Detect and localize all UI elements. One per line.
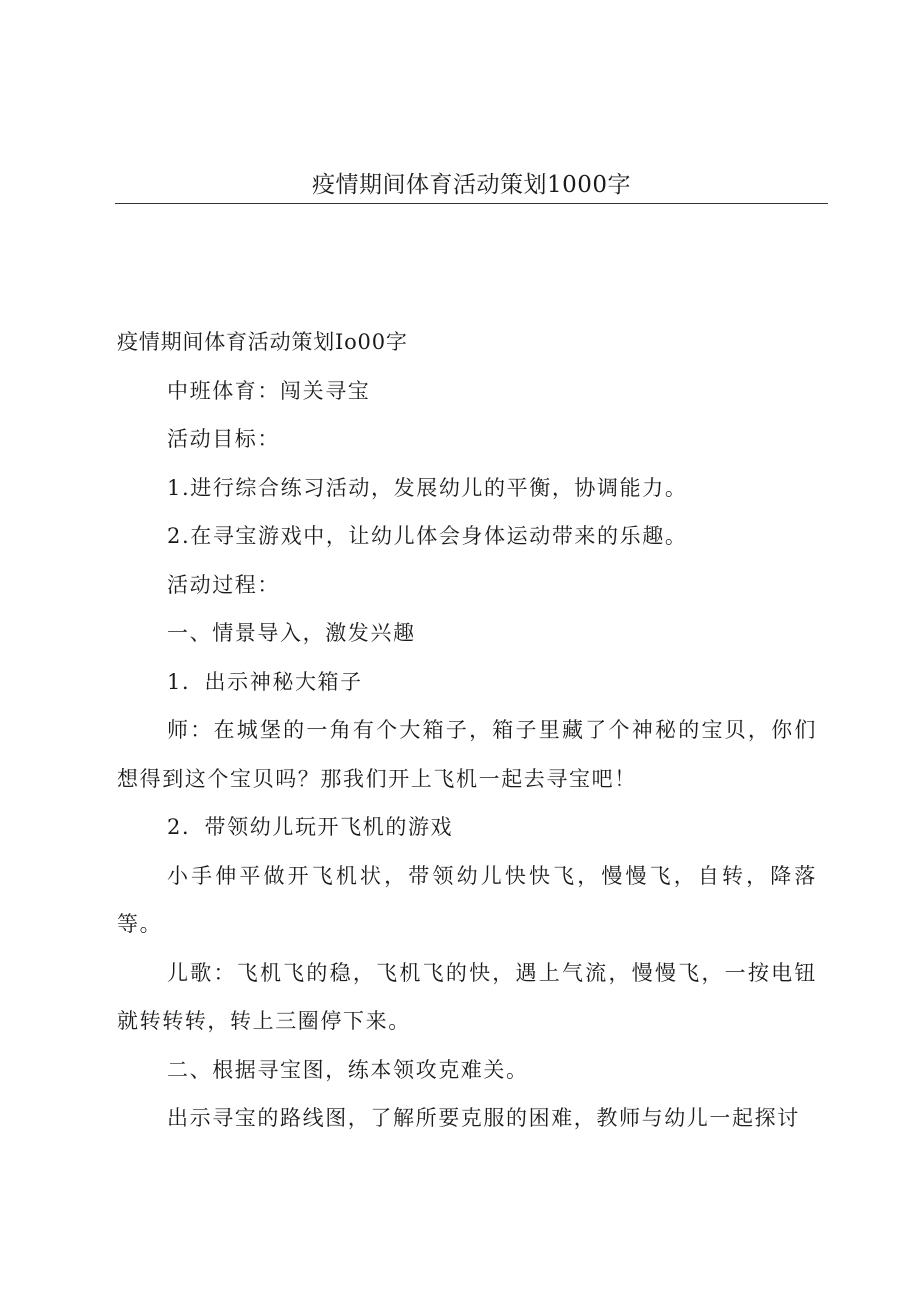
paragraph-goal-2: 2.在寻宝游戏中，让幼儿体会身体运动带来的乐趣。 <box>167 524 688 548</box>
paragraph-section-1: 一、情景导入，激发兴趣 <box>167 621 416 645</box>
paragraph-section-2: 二、根据寻宝图，练本领攻克难关。 <box>167 1057 529 1082</box>
paragraph-goal-1: 1.进行综合练习活动，发展幼儿的平衡，协调能力。 <box>167 475 688 500</box>
paragraph-teacher-line: 师：在城堡的一角有个大箱子，箱子里藏了个神秘的宝贝，你们想得到这个宝贝吗？那我们开上飞机一起去寻宝吧！ <box>117 718 817 791</box>
paragraph-nursery-rhyme: 儿歌：飞机飞的稳，飞机飞的快，遇上气流，慢慢飞，一按电钮就转转转，转上三圈停下来。 <box>117 960 817 1033</box>
title-underline <box>115 203 828 204</box>
document-body <box>117 318 817 1143</box>
paragraph-goals-heading: 活动目标： <box>167 427 280 451</box>
paragraph-process-heading: 活动过程： <box>167 572 280 597</box>
paragraph-step-2: 2．带领幼儿玩开飞机的游戏 <box>167 815 454 839</box>
paragraph-heading: 疫情期间体育活动策划Io00字 <box>117 330 408 354</box>
paragraph-class-topic: 中班体育：闯关寻宝 <box>167 378 371 403</box>
paragraph-step-1: 1．出示神秘大箱子 <box>167 669 363 694</box>
paragraph-route-map: 出示寻宝的路线图，了解所要克服的困难，教师与幼儿一起探讨 <box>167 1106 800 1130</box>
paragraph-airplane-actions: 小手伸平做开飞机状，带领幼儿快快飞，慢慢飞，自转，降落等。 <box>117 863 817 936</box>
document-title: 疫情期间体育活动策划1000字 <box>311 172 632 198</box>
